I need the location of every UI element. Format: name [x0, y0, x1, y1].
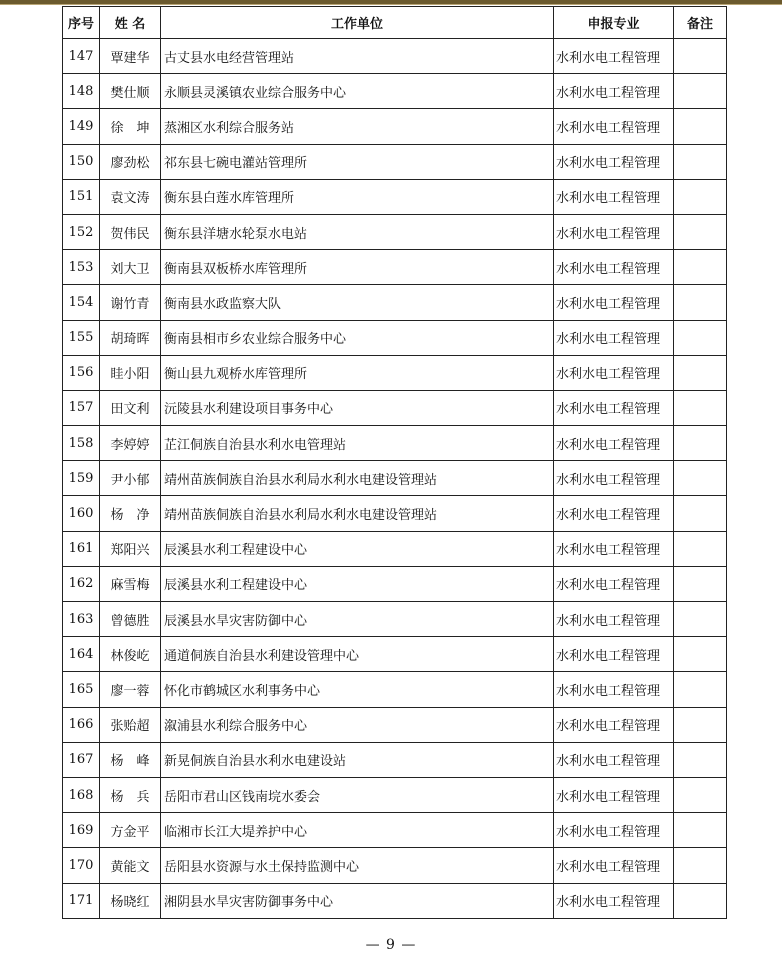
- table-row: [63, 74, 727, 109]
- row-remark: [674, 637, 727, 672]
- table-row: [63, 179, 727, 214]
- row-work-unit: 古丈县水电经营管理站: [161, 39, 554, 74]
- table-row: [63, 672, 727, 707]
- row-work-unit: 辰溪县水利工程建设中心: [161, 531, 554, 566]
- row-specialty: 水利水电工程管理: [554, 144, 674, 179]
- row-remark: [674, 461, 727, 496]
- table-body: [63, 39, 727, 919]
- row-remark: [674, 74, 727, 109]
- row-serial-number: 168: [63, 777, 100, 812]
- row-specialty: 水利水电工程管理: [554, 637, 674, 672]
- row-specialty: 水利水电工程管理: [554, 496, 674, 531]
- row-specialty: 水利水电工程管理: [554, 602, 674, 637]
- row-serial-number: 167: [63, 742, 100, 777]
- table-row: [63, 390, 727, 425]
- table-row: [63, 461, 727, 496]
- row-serial-number: 149: [63, 109, 100, 144]
- row-name: 麻雪梅: [100, 566, 161, 601]
- table-row: [63, 883, 727, 918]
- row-name: 林俊屹: [100, 637, 161, 672]
- row-work-unit: 沅陵县水利建设项目事务中心: [161, 390, 554, 425]
- row-serial-number: 162: [63, 566, 100, 601]
- row-name: 眭小阳: [100, 355, 161, 390]
- row-work-unit: 临湘市长江大堤养护中心: [161, 813, 554, 848]
- row-work-unit: 靖州苗族侗族自治县水利局水利水电建设管理站: [161, 496, 554, 531]
- row-name: 田文利: [100, 390, 161, 425]
- row-name: 覃建华: [100, 39, 161, 74]
- table-row: [63, 144, 727, 179]
- page-number: — 9 —: [365, 937, 417, 953]
- row-work-unit: 芷江侗族自治县水利水电管理站: [161, 426, 554, 461]
- table-row: [63, 320, 727, 355]
- row-serial-number: 153: [63, 250, 100, 285]
- row-name: 杨 净: [100, 496, 161, 531]
- table-header-row: [63, 7, 727, 39]
- row-serial-number: 151: [63, 179, 100, 214]
- row-serial-number: 165: [63, 672, 100, 707]
- table-row: [63, 355, 727, 390]
- row-work-unit: 衡南县双板桥水库管理所: [161, 250, 554, 285]
- row-work-unit: 衡东县白莲水库管理所: [161, 179, 554, 214]
- row-specialty: 水利水电工程管理: [554, 390, 674, 425]
- row-specialty: 水利水电工程管理: [554, 672, 674, 707]
- row-remark: [674, 109, 727, 144]
- applicant-table: [62, 6, 727, 919]
- row-serial-number: 148: [63, 74, 100, 109]
- row-work-unit: 衡山县九观桥水库管理所: [161, 355, 554, 390]
- table-row: [63, 214, 727, 249]
- table-row: [63, 813, 727, 848]
- row-remark: [674, 355, 727, 390]
- row-serial-number: 163: [63, 602, 100, 637]
- row-specialty: 水利水电工程管理: [554, 777, 674, 812]
- row-remark: [674, 883, 727, 918]
- row-name: 胡琦晖: [100, 320, 161, 355]
- row-specialty: 水利水电工程管理: [554, 848, 674, 883]
- row-remark: [674, 214, 727, 249]
- row-remark: [674, 39, 727, 74]
- row-name: 张贻超: [100, 707, 161, 742]
- row-specialty: 水利水电工程管理: [554, 109, 674, 144]
- header-remarks: 备注: [674, 7, 727, 39]
- row-remark: [674, 813, 727, 848]
- row-specialty: 水利水电工程管理: [554, 566, 674, 601]
- table-row: [63, 426, 727, 461]
- row-remark: [674, 285, 727, 320]
- row-serial-number: 161: [63, 531, 100, 566]
- header-work-unit: 工作单位: [161, 7, 554, 39]
- row-serial-number: 160: [63, 496, 100, 531]
- row-remark: [674, 179, 727, 214]
- table-row: [63, 742, 727, 777]
- row-serial-number: 171: [63, 883, 100, 918]
- row-serial-number: 158: [63, 426, 100, 461]
- row-serial-number: 154: [63, 285, 100, 320]
- table-row: [63, 285, 727, 320]
- row-work-unit: 通道侗族自治县水利建设管理中心: [161, 637, 554, 672]
- row-remark: [674, 390, 727, 425]
- row-name: 郑阳兴: [100, 531, 161, 566]
- row-remark: [674, 848, 727, 883]
- row-work-unit: 怀化市鹤城区水利事务中心: [161, 672, 554, 707]
- table-row: [63, 39, 727, 74]
- row-serial-number: 159: [63, 461, 100, 496]
- row-name: 樊仕顺: [100, 74, 161, 109]
- row-remark: [674, 496, 727, 531]
- row-remark: [674, 531, 727, 566]
- table-row: [63, 496, 727, 531]
- row-remark: [674, 672, 727, 707]
- row-remark: [674, 777, 727, 812]
- table-row: [63, 109, 727, 144]
- row-serial-number: 164: [63, 637, 100, 672]
- row-serial-number: 169: [63, 813, 100, 848]
- row-work-unit: 衡南县相市乡农业综合服务中心: [161, 320, 554, 355]
- row-remark: [674, 250, 727, 285]
- table-row: [63, 602, 727, 637]
- row-serial-number: 155: [63, 320, 100, 355]
- row-specialty: 水利水电工程管理: [554, 74, 674, 109]
- row-specialty: 水利水电工程管理: [554, 461, 674, 496]
- header-serial-number: 序号: [63, 7, 100, 39]
- row-work-unit: 祁东县七碗电灌站管理所: [161, 144, 554, 179]
- row-serial-number: 166: [63, 707, 100, 742]
- table-row: [63, 848, 727, 883]
- row-specialty: 水利水电工程管理: [554, 813, 674, 848]
- row-name: 杨晓红: [100, 883, 161, 918]
- row-work-unit: 蒸湘区水利综合服务站: [161, 109, 554, 144]
- table-row: [63, 566, 727, 601]
- row-remark: [674, 144, 727, 179]
- row-remark: [674, 707, 727, 742]
- row-serial-number: 157: [63, 390, 100, 425]
- row-name: 杨 峰: [100, 742, 161, 777]
- row-specialty: 水利水电工程管理: [554, 883, 674, 918]
- row-remark: [674, 320, 727, 355]
- row-name: 黄能文: [100, 848, 161, 883]
- row-specialty: 水利水电工程管理: [554, 426, 674, 461]
- row-name: 廖劲松: [100, 144, 161, 179]
- row-serial-number: 150: [63, 144, 100, 179]
- row-work-unit: 岳阳县水资源与水土保持监测中心: [161, 848, 554, 883]
- row-name: 尹小郁: [100, 461, 161, 496]
- header-specialty: 申报专业: [554, 7, 674, 39]
- row-work-unit: 靖州苗族侗族自治县水利局水利水电建设管理站: [161, 461, 554, 496]
- row-remark: [674, 742, 727, 777]
- row-work-unit: 岳阳市君山区钱南垸水委会: [161, 777, 554, 812]
- row-work-unit: 永顺县灵溪镇农业综合服务中心: [161, 74, 554, 109]
- row-specialty: 水利水电工程管理: [554, 742, 674, 777]
- row-name: 廖一蓉: [100, 672, 161, 707]
- table-row: [63, 707, 727, 742]
- row-specialty: 水利水电工程管理: [554, 531, 674, 566]
- row-remark: [674, 602, 727, 637]
- row-specialty: 水利水电工程管理: [554, 285, 674, 320]
- row-work-unit: 溆浦县水利综合服务中心: [161, 707, 554, 742]
- row-work-unit: 辰溪县水利工程建设中心: [161, 566, 554, 601]
- row-specialty: 水利水电工程管理: [554, 707, 674, 742]
- row-serial-number: 147: [63, 39, 100, 74]
- row-serial-number: 156: [63, 355, 100, 390]
- table-row: [63, 777, 727, 812]
- row-specialty: 水利水电工程管理: [554, 355, 674, 390]
- row-name: 刘大卫: [100, 250, 161, 285]
- row-name: 袁文涛: [100, 179, 161, 214]
- row-name: 杨 兵: [100, 777, 161, 812]
- row-work-unit: 衡南县水政监察大队: [161, 285, 554, 320]
- row-remark: [674, 566, 727, 601]
- row-name: 谢竹青: [100, 285, 161, 320]
- table-row: [63, 250, 727, 285]
- row-name: 曾德胜: [100, 602, 161, 637]
- row-serial-number: 152: [63, 214, 100, 249]
- row-specialty: 水利水电工程管理: [554, 39, 674, 74]
- row-work-unit: 新晃侗族自治县水利水电建设站: [161, 742, 554, 777]
- table-row: [63, 637, 727, 672]
- row-work-unit: 辰溪县水旱灾害防御中心: [161, 602, 554, 637]
- row-specialty: 水利水电工程管理: [554, 250, 674, 285]
- row-work-unit: 衡东县洋塘水轮泵水电站: [161, 214, 554, 249]
- row-serial-number: 170: [63, 848, 100, 883]
- row-work-unit: 湘阴县水旱灾害防御事务中心: [161, 883, 554, 918]
- row-specialty: 水利水电工程管理: [554, 214, 674, 249]
- row-name: 方金平: [100, 813, 161, 848]
- row-name: 徐 坤: [100, 109, 161, 144]
- table-row: [63, 531, 727, 566]
- row-name: 李婷婷: [100, 426, 161, 461]
- top-border-rule-thin: [0, 4, 782, 5]
- row-specialty: 水利水电工程管理: [554, 179, 674, 214]
- header-name: 姓 名: [100, 7, 161, 39]
- row-specialty: 水利水电工程管理: [554, 320, 674, 355]
- row-name: 贺伟民: [100, 214, 161, 249]
- row-remark: [674, 426, 727, 461]
